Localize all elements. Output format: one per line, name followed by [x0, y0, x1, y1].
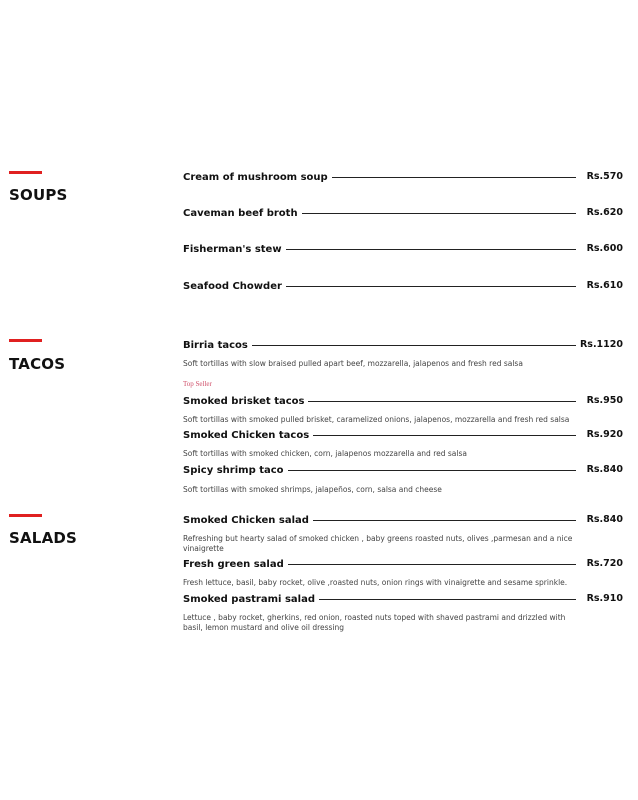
tacos-accent-bar: [9, 339, 42, 342]
item-price: Rs.920: [586, 429, 623, 440]
menu-item: [183, 280, 625, 296]
item-price: Rs.1120: [579, 339, 623, 350]
item-name: Caveman beef broth: [183, 207, 302, 221]
item-name: Fresh green salad: [183, 558, 288, 572]
menu-item: [183, 395, 625, 424]
item-name: Fisherman's stew: [183, 243, 286, 257]
soups-accent-bar: [9, 171, 42, 174]
item-name: Birria tacos: [183, 339, 252, 353]
item-name: Smoked pastrami salad: [183, 593, 319, 607]
menu-item: [183, 514, 625, 553]
tacos-heading: TACOS: [9, 355, 66, 373]
item-description: Fresh lettuce, basil, baby rocket, olive ,roasted nuts, onion rings with vinaigrette and sesame sprinkle.: [183, 578, 568, 587]
item-price: Rs.840: [586, 464, 623, 475]
menu-item: [183, 429, 625, 458]
top-seller-badge: Top Seller: [183, 380, 212, 388]
item-price: Rs.950: [586, 395, 623, 406]
item-description: Soft tortillas with smoked chicken, corn, jalapenos mozzarella and red salsa: [183, 449, 467, 458]
item-description: Soft tortillas with slow braised pulled apart beef, mozzarella, jalapenos and fresh red salsa: [183, 359, 523, 368]
item-name: Spicy shrimp taco: [183, 464, 288, 478]
item-name: Smoked brisket tacos: [183, 395, 308, 409]
menu-item: [183, 464, 625, 494]
item-price: Rs.570: [586, 171, 623, 182]
item-price: Rs.620: [586, 207, 623, 218]
item-price: Rs.600: [586, 243, 623, 254]
item-description: Soft tortillas with smoked shrimps, jalapeños, corn, salsa and cheese: [183, 485, 442, 494]
item-name: Smoked Chicken tacos: [183, 429, 313, 443]
salads-accent-bar: [9, 514, 42, 517]
item-price: Rs.610: [586, 280, 623, 291]
menu-item: [183, 339, 625, 368]
menu-item: [183, 171, 625, 187]
salads-heading: SALADS: [9, 529, 78, 547]
menu-item: [183, 207, 625, 223]
item-description: Lettuce , baby rocket, gherkins, red onion, roasted nuts toped with shaved pastrami and drizzled with basil, lemon mustard and olive oil dressing: [183, 613, 566, 632]
item-name: Seafood Chowder: [183, 280, 286, 294]
item-name: Smoked Chicken salad: [183, 514, 313, 528]
menu-item: [183, 558, 625, 587]
item-name: Cream of mushroom soup: [183, 171, 332, 185]
item-price: Rs.910: [586, 593, 623, 604]
item-price: Rs.840: [586, 514, 623, 525]
menu-item: [183, 243, 625, 259]
item-description: Soft tortillas with smoked pulled brisket, caramelized onions, jalapenos, mozzarella and fresh red salsa: [183, 415, 570, 424]
item-price: Rs.720: [586, 558, 623, 569]
item-description: Refreshing but hearty salad of smoked chicken , baby greens roasted nuts, olives ,parmesan and a nice vinaigrette: [183, 534, 573, 553]
soups-heading: SOUPS: [9, 186, 68, 204]
menu-item: [183, 593, 625, 632]
